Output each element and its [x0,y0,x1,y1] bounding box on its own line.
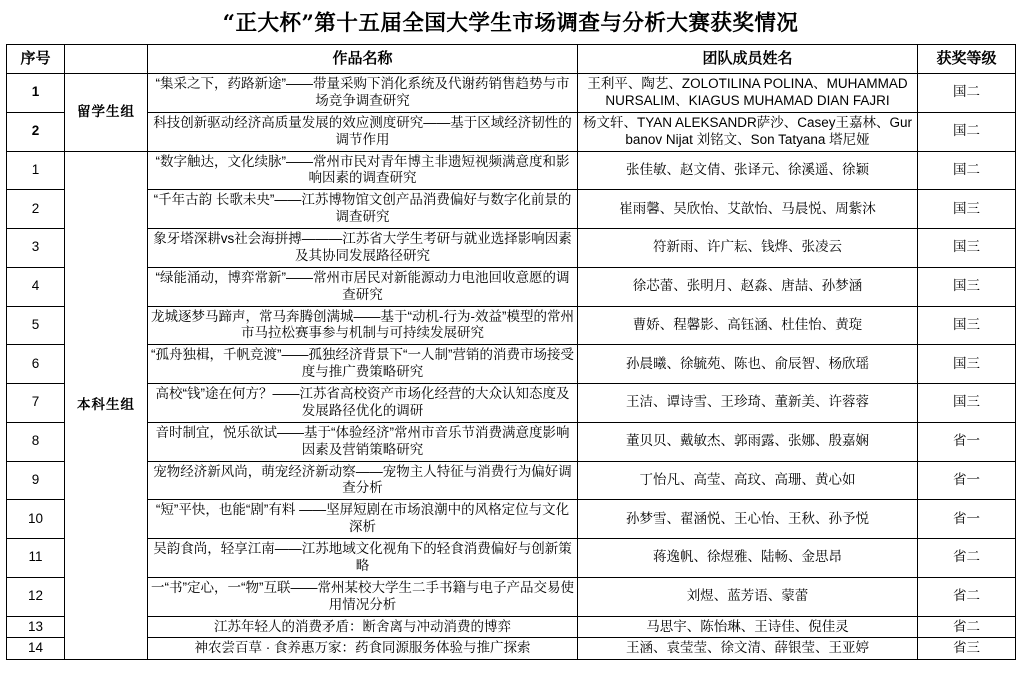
cell-group: 留学生组 [65,74,148,152]
cell-level: 省二 [918,616,1016,638]
cell-seq: 11 [7,539,65,578]
table-row [7,190,1016,229]
column-header-work: 作品名称 [148,45,578,74]
column-header-group [65,45,148,74]
cell-work: 一“书”定心，一“物”互联——常州某校大学生二手书籍与电子产品交易使用情况分析 [148,577,578,616]
cell-level: 省二 [918,539,1016,578]
cell-work: 吴韵食尚，轻享江南——江苏地域文化视角下的轻食消费偏好与创新策略 [148,539,578,578]
cell-members: 崔雨馨、吴欣怡、艾歆怡、马晨悦、周紫沐 [578,190,918,229]
cell-members: 马思宇、陈怡琳、王诗佳、倪佳灵 [578,616,918,638]
table-body [7,74,1016,660]
table-row [7,267,1016,306]
cell-level: 国二 [918,74,1016,113]
cell-level: 国三 [918,345,1016,384]
cell-level: 国三 [918,267,1016,306]
cell-seq: 2 [7,112,65,151]
table-row [7,638,1016,660]
table-row [7,539,1016,578]
cell-work: “千年古韵 长歌未央”——江苏博物馆文创产品消费偏好与数字化前景的调查研究 [148,190,578,229]
cell-work: “数字触达，文化续脉”——常州市民对青年博主非遗短视频满意度和影响因素的调查研究 [148,151,578,190]
cell-members: 王涵、袁莹莹、徐文清、薛银莹、王亚婷 [578,638,918,660]
table-row [7,345,1016,384]
cell-group: 本科生组 [65,151,148,660]
cell-members: 蒋逸帆、徐煜雅、陆畅、金思昂 [578,539,918,578]
table-row [7,577,1016,616]
cell-work: 音时制宜，悦乐欲试——基于“体验经济”常州市音乐节消费满意度影响因素及营销策略研究 [148,422,578,461]
table-row [7,74,1016,113]
cell-seq: 2 [7,190,65,229]
table-row [7,229,1016,268]
cell-seq: 1 [7,151,65,190]
cell-seq: 3 [7,229,65,268]
cell-work: 神农尝百草 · 食养惠万家：药食同源服务体验与推广探索 [148,638,578,660]
cell-seq: 5 [7,306,65,345]
cell-members: 杨文轩、TYAN ALEKSANDR萨沙、Casey王嘉林、Gurbanov Nijat 刘铭文、Son Tatyana 塔尼娅 [578,112,918,151]
cell-seq: 10 [7,500,65,539]
table-row [7,422,1016,461]
table-row [7,151,1016,190]
cell-level: 国三 [918,190,1016,229]
cell-level: 省一 [918,461,1016,500]
cell-level: 国二 [918,151,1016,190]
cell-members: 曹娇、程馨影、高钰涵、杜佳怡、黄琁 [578,306,918,345]
table-row [7,461,1016,500]
page-title: “正大杯”第十五届全国大学生市场调查与分析大赛获奖情况 [222,11,799,36]
cell-seq: 4 [7,267,65,306]
cell-work: “集采之下，药路新途”——带量采购下消化系统及代谢药销售趋势与市场竞争调查研究 [148,74,578,113]
cell-work: 龙城逐梦马蹄声，常马奔腾创满城——基于“动机-行为-效益”模型的常州市马拉松赛事参与机制与可持续发展研究 [148,306,578,345]
cell-work: 科技创新驱动经济高质量发展的效应测度研究——基于区域经济韧性的调节作用 [148,112,578,151]
cell-work: 宠物经济新风尚，萌宠经济新动察——宠物主人特征与消费行为偏好调查分析 [148,461,578,500]
cell-members: 刘煜、蓝芳语、蒙蕾 [578,577,918,616]
cell-seq: 1 [7,74,65,113]
cell-work: “孤舟独楫，千帆竞渡”——孤独经济背景下“一人制”营销的消费市场接受度与推广费策略研究 [148,345,578,384]
table-row [7,616,1016,638]
table-row [7,112,1016,151]
cell-seq: 12 [7,577,65,616]
cell-members: 孙晨曦、徐毓苑、陈也、俞辰智、杨欣瑶 [578,345,918,384]
cell-level: 省一 [918,500,1016,539]
cell-level: 省三 [918,638,1016,660]
award-table [6,44,1016,660]
column-header-seq: 序号 [7,45,65,74]
cell-level: 国三 [918,384,1016,423]
cell-seq: 9 [7,461,65,500]
cell-level: 国三 [918,229,1016,268]
table-header-row [7,45,1016,74]
cell-level: 国三 [918,306,1016,345]
cell-members: 丁怡凡、高莹、高玟、高珊、黄心如 [578,461,918,500]
cell-work: 江苏年轻人的消费矛盾：断舍离与冲动消费的博弈 [148,616,578,638]
cell-members: 张佳敏、赵文倩、张译元、徐溪遥、徐颖 [578,151,918,190]
cell-level: 国二 [918,112,1016,151]
table-row [7,306,1016,345]
cell-members: 王洁、谭诗雪、王珍琦、董新美、许蓉蓉 [578,384,918,423]
cell-members: 孙梦雪、翟涵悦、王心怡、王秋、孙予悦 [578,500,918,539]
cell-members: 董贝贝、戴敏杰、郭雨露、张娜、殷嘉娴 [578,422,918,461]
cell-seq: 8 [7,422,65,461]
cell-level: 省一 [918,422,1016,461]
cell-work: 高校“钱”途在何方？——江苏省高校资产市场化经营的大众认知态度及发展路径优化的调研 [148,384,578,423]
cell-work: 象牙塔深耕vs社会海拼搏———江苏省大学生考研与就业选择影响因素及其协同发展路径研究 [148,229,578,268]
cell-members: 王利平、陶艺、ZOLOTILINA POLINA、MUHAMMAD NURSALIM、KIAGUS MUHAMAD DIAN FAJRI [578,74,918,113]
cell-work: “短”平快，也能“剧”有料 ——坚屏短剧在市场浪潮中的风格定位与文化深析 [148,500,578,539]
cell-seq: 7 [7,384,65,423]
cell-work: “绿能涌动，博弈常新”——常州市居民对新能源动力电池回收意愿的调查研究 [148,267,578,306]
column-header-level: 获奖等级 [918,45,1016,74]
column-header-members: 团队成员姓名 [578,45,918,74]
cell-level: 省二 [918,577,1016,616]
cell-seq: 14 [7,638,65,660]
table-row [7,384,1016,423]
table-row [7,500,1016,539]
cell-seq: 6 [7,345,65,384]
cell-seq: 13 [7,616,65,638]
cell-members: 符新雨、许广耘、钱烨、张凌云 [578,229,918,268]
cell-members: 徐芯蕾、张明月、赵淼、唐喆、孙梦涵 [578,267,918,306]
